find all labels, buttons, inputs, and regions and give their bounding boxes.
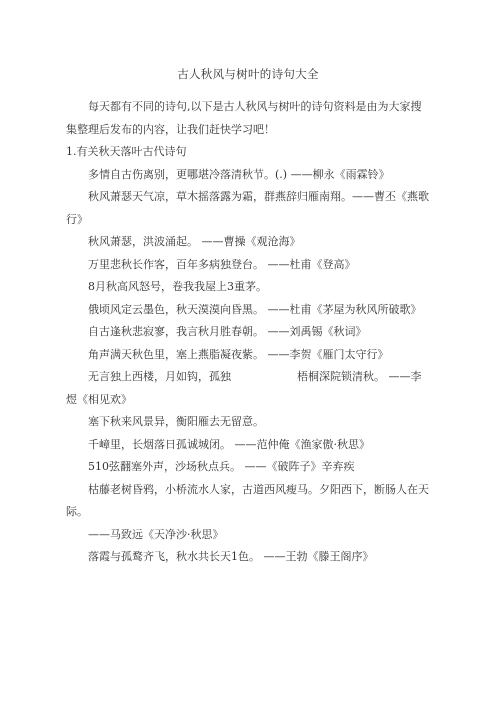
paragraph-15: ——马致远《天净沙·秋思》: [88, 527, 224, 541]
paragraph-16: 落霞与孤鹜齐飞，秋水共长天1色。 ——王勃《滕王阁序》: [88, 550, 374, 563]
paragraph-11: 塞下秋来风景异，衡阳雁去无留意。: [88, 415, 264, 428]
paragraph-9: 角声满天秋色里，塞上燕脂凝夜紫。 ——李贺《雁门太守行》: [88, 347, 389, 361]
paragraph-10: [66, 366, 432, 411]
paragraph-3: 秋风萧瑟天气凉，草木摇落露为霜，群燕辞归雁南翔。——曹丕《燕歌行》: [66, 190, 429, 226]
paragraph-10-part-b: 梧桐深院锁清秋。 ——李煜《相见欢》: [66, 370, 422, 406]
paragraph-6: 8月秋高风怒号，卷我我屋上3重茅。: [88, 280, 267, 293]
paragraph-7: 俄顷风定云墨色，秋天漠漠向昏黑。 ——杜甫《茅屋为秋风所破歌》: [88, 302, 422, 316]
document-title: 古人秋风与树叶的诗句大全: [177, 67, 319, 81]
paragraph-13: 510弦翻塞外声，沙场秋点兵。 ——《破阵子》辛弃疾: [88, 460, 355, 473]
paragraph-14: 枯藤老树昏鸦，小桥流水人家，古道西风瘦马。夕阳西下，断肠人在天际。: [66, 482, 429, 518]
paragraph-12: 千嶂里，长烟落日孤诚城闭。 ——范仲俺《渔家傲·秋思》: [88, 437, 370, 451]
paragraph-1: 1.有关秋天落叶古代诗句: [66, 145, 187, 158]
paragraph-10-part-a: 无言独上西楼，月如钩，孤独: [88, 370, 231, 383]
document-body: [66, 96, 432, 569]
paragraph-4: 秋风萧瑟，洪波涌起。 ——曹操《观沧海》: [88, 235, 301, 248]
paragraph-5: 万里悲秋长作客，百年多病独登台。 ——杜甫《登高》: [88, 257, 356, 271]
paragraph-2: 多情自古伤离别，更哪堪冷落清秋节。(.) ——柳永《雨霖铃》: [88, 167, 390, 181]
paragraph-0: 每天都有不同的诗句,以下是古人秋风与树叶的诗句资料是由为大家搜集整理后发布的内容，让我们赶快学习吧！: [66, 100, 422, 136]
paragraph-8: 自古逢秋悲寂寥，我言秋月胜春朝。 ——刘禹锡《秋词》: [88, 325, 367, 338]
